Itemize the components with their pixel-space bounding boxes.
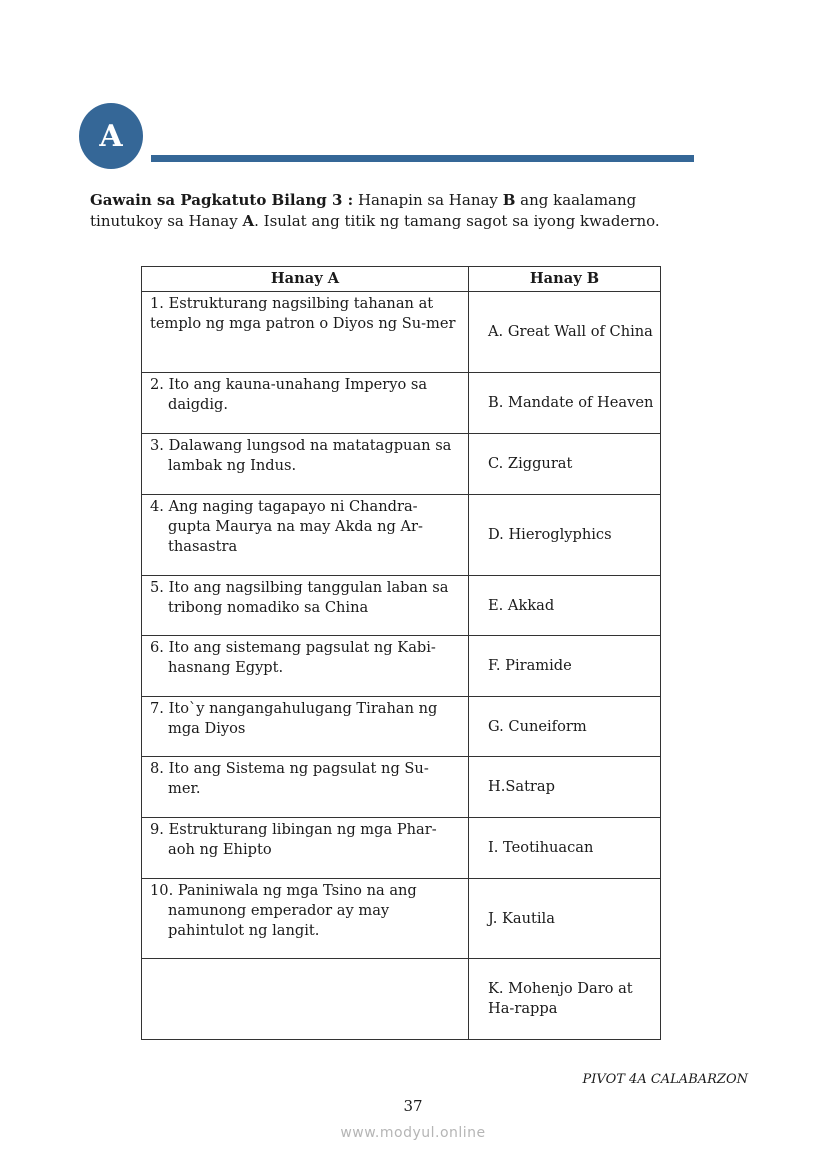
instructions-text: . Isulat ang titik ng tamang sagot sa iyong kwaderno. (254, 212, 660, 230)
watermark: www.modyul.online (340, 1125, 486, 1141)
instructions (90, 190, 710, 232)
hanay-b-cell: D. Hieroglyphics (469, 495, 661, 576)
footer-tag: PIVOT 4A CALABARZON (582, 1072, 748, 1087)
instructions-text: Hanapin sa Hanay (353, 191, 503, 209)
question-text: 3. Dalawang lungsod na matatagpuan sa lambak ng Indus. (150, 437, 452, 474)
hanay-a-cell (142, 495, 469, 576)
hanay-a-cell (142, 757, 469, 818)
section-letter: A (99, 118, 123, 154)
hanay-b-cell: F. Piramide (469, 636, 661, 697)
question-text: 2. Ito ang kauna-unahang Imperyo sa daigdig. (150, 376, 428, 413)
hanay-b-cell: B. Mandate of Heaven (469, 373, 661, 434)
hanay-a-cell (142, 818, 469, 879)
hanay-b-cell: H.Satrap (469, 757, 661, 818)
instructions-text: ang kaalamang tinutukoy sa Hanay (90, 191, 637, 230)
question-text: 6. Ito ang sistemang pagsulat ng Kabi-hasnang Egypt. (150, 639, 436, 676)
instructions-bold: B (502, 191, 516, 209)
hanay-a-cell (142, 636, 469, 697)
question-text: 10. Paniniwala ng mga Tsino na ang namunong emperador ay may pahintulot ng langit. (150, 882, 417, 939)
hanay-b-cell: K. Mohenjo Daro at Ha-rappa (469, 959, 661, 1040)
section-badge (79, 103, 143, 169)
table-row (142, 697, 661, 757)
table-row (142, 373, 661, 434)
page-number: 37 (403, 1097, 423, 1115)
instructions-bold: A (242, 212, 255, 230)
question-text: 7. Ito`y nangangahulugang Tirahan ng mga Diyos (150, 700, 438, 737)
table-row (142, 636, 661, 697)
hanay-b-cell: A. Great Wall of China (469, 292, 661, 373)
table-row (142, 495, 661, 576)
table-row (142, 879, 661, 959)
table-row (142, 818, 661, 879)
question-text: 5. Ito ang nagsilbing tanggulan laban sa tribong nomadiko sa China (150, 579, 449, 616)
table-row (142, 434, 661, 495)
hanay-b-cell: J. Kautila (469, 879, 661, 959)
hanay-a-cell (142, 879, 469, 959)
question-text: 8. Ito ang Sistema ng pagsulat ng Su-mer. (150, 760, 429, 797)
hanay-a-cell (142, 959, 469, 1040)
hanay-a-cell (142, 697, 469, 757)
table-row (142, 292, 661, 373)
hanay-b-cell: E. Akkad (469, 576, 661, 636)
activity-title: Gawain sa Pagkatuto Bilang 3 : (90, 191, 354, 209)
table-row (142, 757, 661, 818)
hanay-b-cell: I. Teotihuacan (469, 818, 661, 879)
hanay-b-cell: C. Ziggurat (469, 434, 661, 495)
hanay-a-cell (142, 373, 469, 434)
question-text: 9. Estrukturang libingan ng mga Phar-aoh ng Ehipto (150, 821, 437, 858)
hanay-a-cell (142, 576, 469, 636)
table-row (142, 959, 661, 1040)
question-text: 1. Estrukturang nagsilbing tahanan at templo ng mga patron o Diyos ng Su-mer (150, 295, 456, 332)
question-text: 4. Ang naging tagapayo ni Chandra-gupta Maurya na may Akda ng Ar-thasastra (150, 498, 423, 555)
matching-table (141, 266, 661, 1040)
hanay-b-cell: G. Cuneiform (469, 697, 661, 757)
table-row (142, 576, 661, 636)
section-rule (151, 155, 694, 162)
hanay-a-cell (142, 292, 469, 373)
header-hanay-a: Hanay A (142, 267, 469, 292)
table-header-row (142, 267, 661, 292)
header-hanay-b: Hanay B (469, 267, 661, 292)
hanay-a-cell (142, 434, 469, 495)
